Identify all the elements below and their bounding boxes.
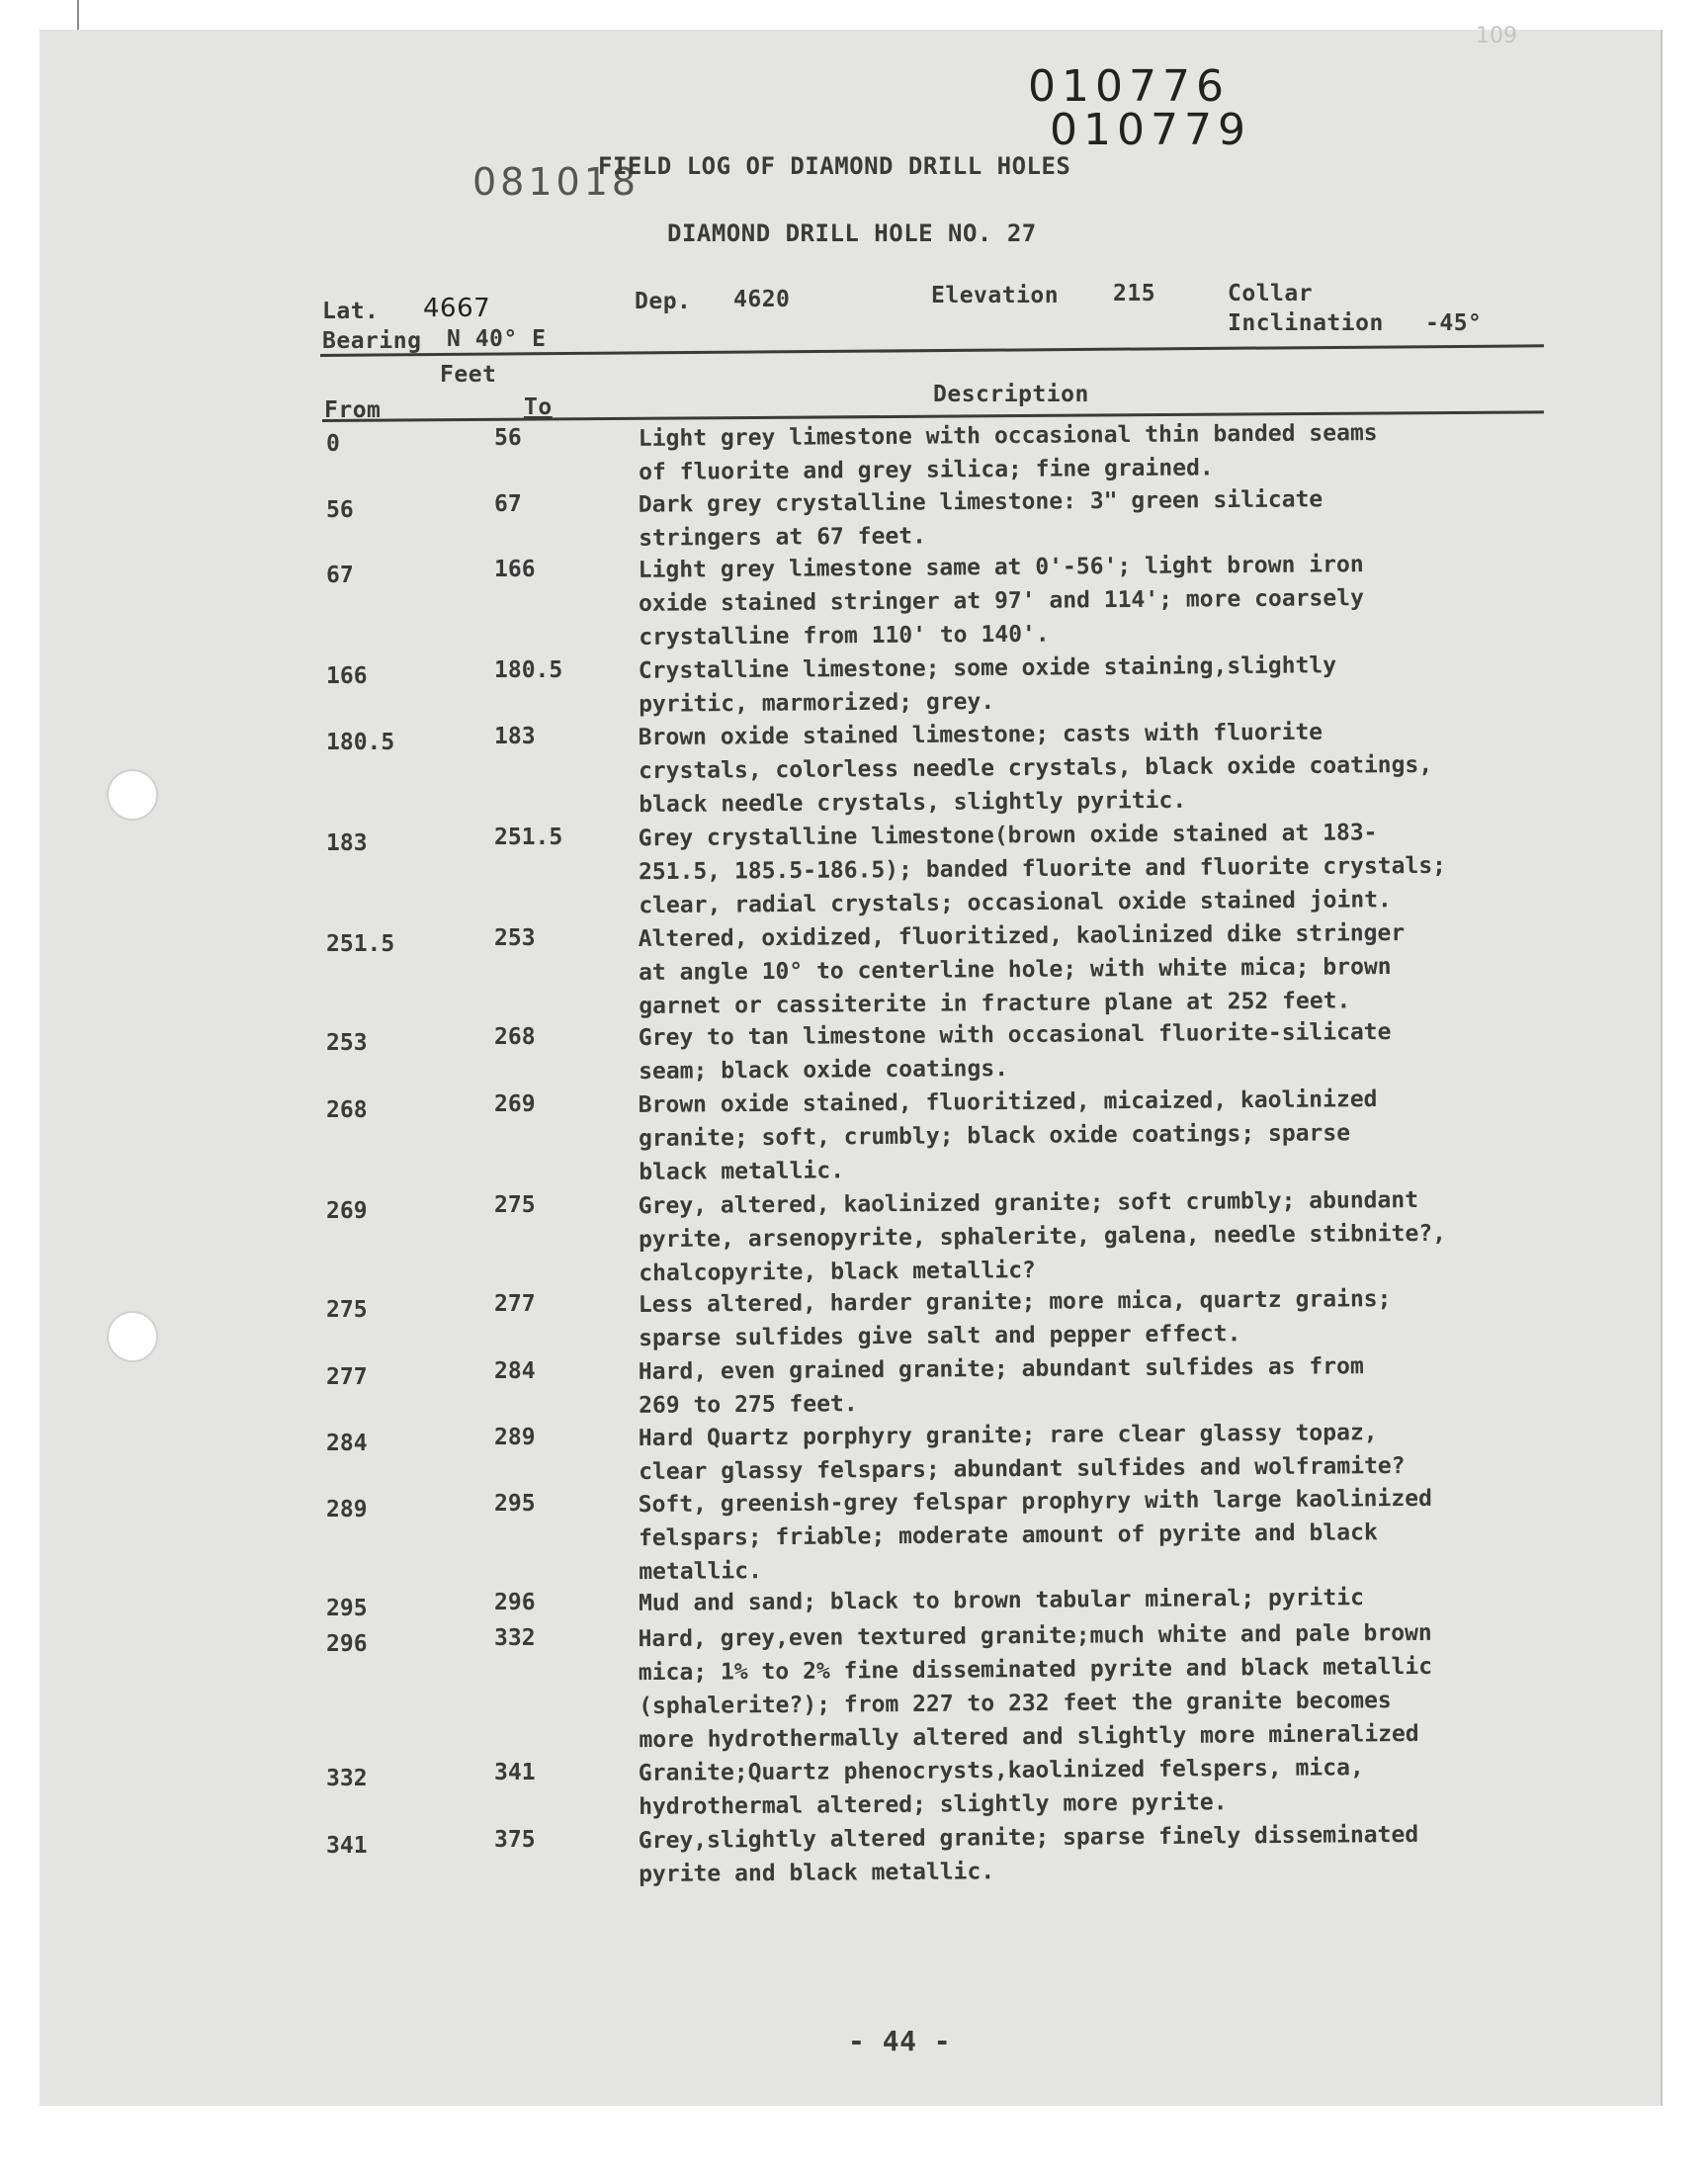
row-from-depth: 296 [326, 1631, 368, 1657]
row-to-depth: 295 [494, 1491, 536, 1517]
row-description [639, 1818, 1419, 1891]
row-from-depth: 289 [326, 1497, 368, 1522]
row-to-depth: 275 [494, 1192, 536, 1218]
description-line: felspars; friable; moderate amount of pyrite and black [638, 1520, 1378, 1552]
description-line: Crystalline limestone; some oxide staining,slightly [638, 652, 1337, 684]
row-to-depth: 284 [494, 1358, 536, 1384]
row-description [639, 715, 1433, 822]
row-from-depth: 341 [326, 1833, 368, 1859]
description-line: Soft, greenish-grey felspar prophyry with large kaolinized [638, 1485, 1432, 1519]
row-to-depth: 277 [494, 1291, 536, 1317]
description-line: pyrite, arsenopyrite, sphalerite, galena, needle stibnite?, [638, 1220, 1447, 1254]
row-from-depth: 166 [326, 663, 368, 689]
row-to-depth: 375 [494, 1827, 536, 1853]
punch-hole-top [107, 769, 158, 821]
description-line: hydrothermal altered; slightly more pyrite. [639, 1789, 1228, 1820]
row-from-depth: 284 [326, 1431, 368, 1456]
stamped-ref-number: 081018 [472, 160, 640, 204]
row-from-depth: 253 [326, 1030, 368, 1056]
description-line: (sphalerite?); from 227 to 232 feet the granite becomes [639, 1688, 1392, 1720]
elevation-label: Elevation [931, 283, 1060, 308]
to-column-header: To [524, 394, 553, 420]
description-line: black needle crystals, slightly pyritic. [639, 787, 1187, 819]
row-from-depth: 277 [326, 1364, 368, 1390]
elevation-value: 215 [1113, 281, 1156, 306]
row-to-depth: 253 [494, 925, 536, 951]
scan-edge-line [77, 0, 79, 30]
description-line: crystals, colorless needle crystals, black oxide coatings, [638, 751, 1433, 785]
row-description [639, 1183, 1447, 1290]
row-description [638, 1616, 1432, 1757]
description-line: Light grey limestone with occasional thin banded seams [638, 420, 1378, 452]
bearing-value: N 40° E [447, 326, 547, 352]
handwritten-ref-number: 010776 [1028, 61, 1230, 112]
row-to-depth: 67 [494, 491, 522, 517]
row-description [639, 1349, 1364, 1423]
description-line: sparse sulfides give salt and pepper effect. [639, 1321, 1241, 1351]
description-line: crystalline from 110' to 140'. [639, 621, 1050, 651]
row-to-depth: 289 [494, 1425, 536, 1450]
description-line: 269 to 275 feet. [639, 1391, 858, 1419]
dep-value: 4620 [733, 287, 791, 312]
row-to-depth: 268 [494, 1024, 536, 1050]
description-line: Grey crystalline limestone(brown oxide stained at 183- [638, 820, 1378, 852]
row-to-depth: 332 [494, 1625, 536, 1651]
row-from-depth: 180.5 [326, 730, 395, 755]
row-to-depth: 269 [494, 1091, 536, 1117]
description-line: Hard, grey,even textured granite;much white and pale brown [638, 1619, 1432, 1653]
row-description [639, 416, 1378, 489]
lat-value: 4667 [423, 294, 491, 323]
row-description [639, 1083, 1379, 1189]
description-line: black metallic. [639, 1158, 845, 1185]
description-line: 251.5, 185.5-186.5); banded fluorite and fluorite crystals; [638, 852, 1447, 886]
description-line: Granite;Quartz phenocrysts,kaolinized felspers, mica, [638, 1755, 1364, 1786]
description-line: more hydrothermally altered and slightly more mineralized [639, 1720, 1419, 1754]
description-line: Dark grey crystalline limestone: 3" green silicate [638, 486, 1324, 518]
row-description [639, 1015, 1392, 1088]
inclination-value: -45° [1425, 310, 1483, 336]
description-line: Less altered, harder granite; more mica, quartz grains; [638, 1286, 1392, 1318]
description-line: of fluorite and grey silica; fine grained. [639, 455, 1214, 485]
row-from-depth: 56 [326, 497, 354, 523]
collar-label: Collar [1228, 281, 1314, 306]
description-line: Brown oxide stained, fluoritized, micaized, kaolinized [638, 1087, 1378, 1118]
description-line: garnet or cassiterite in fracture plane at 252 feet. [639, 988, 1351, 1020]
row-from-depth: 0 [326, 431, 340, 457]
description-line: mica; 1% to 2% fine disseminated pyrite and black metallic [638, 1653, 1433, 1687]
description-line: Mud and sand; black to brown tabular mineral; pyritic [638, 1585, 1364, 1616]
dep-label: Dep. [635, 289, 692, 314]
row-to-depth: 56 [494, 425, 522, 451]
description-line: Grey to tan limestone with occasional fluorite-silicate [638, 1019, 1392, 1051]
row-to-depth: 166 [494, 557, 536, 582]
row-from-depth: 268 [326, 1097, 368, 1123]
feet-header: Feet [440, 362, 497, 388]
lat-label: Lat. [322, 299, 380, 324]
bearing-label: Bearing [322, 328, 422, 354]
description-line: Light grey limestone same at 0'-56'; light brown iron [638, 552, 1364, 583]
row-from-depth: 295 [326, 1596, 368, 1621]
row-to-depth: 183 [494, 724, 536, 749]
from-column-header: From [324, 397, 382, 423]
row-description [639, 916, 1406, 1023]
description-line: Grey,slightly altered granite; sparse finely disseminated [638, 1821, 1419, 1855]
row-description [639, 548, 1365, 654]
description-line: chalcopyrite, black metallic? [639, 1258, 1036, 1287]
row-to-depth: 296 [494, 1590, 536, 1615]
row-description [639, 1581, 1364, 1620]
description-line: Brown oxide stained limestone; casts with fluorite [638, 719, 1324, 751]
description-column-header: Description [933, 382, 1089, 407]
row-description [639, 1751, 1364, 1824]
handwritten-ref-number: 010779 [1050, 105, 1251, 155]
row-description [639, 1416, 1406, 1489]
description-line: Grey, altered, kaolinized granite; soft crumbly; abundant [638, 1187, 1419, 1220]
description-line: clear, radial crystals; occasional oxide stained joint. [639, 887, 1392, 919]
corner-page-number: 109 [1476, 24, 1517, 48]
inclination-label: Inclination [1228, 310, 1384, 336]
document-title: FIELD LOG OF DIAMOND DRILL HOLES [598, 152, 1071, 180]
description-line: stringers at 67 feet. [639, 523, 927, 552]
document-subtitle: DIAMOND DRILL HOLE NO. 27 [667, 219, 1037, 247]
description-line: metallic. [639, 1558, 763, 1586]
row-description [639, 482, 1324, 555]
row-from-depth: 67 [326, 563, 354, 588]
description-line: oxide stained stringer at 97' and 114'; more coarsely [638, 585, 1364, 617]
description-line: Altered, oxidized, fluoritized, kaolinized dike stringer [638, 919, 1406, 953]
row-from-depth: 269 [326, 1198, 368, 1224]
row-to-depth: 341 [494, 1760, 536, 1785]
punch-hole-bottom [107, 1311, 158, 1362]
description-line: Hard Quartz porphyry granite; rare clear glassy topaz, [638, 1420, 1378, 1452]
row-description [639, 1282, 1392, 1355]
row-from-depth: 275 [326, 1297, 368, 1323]
description-line: Hard, even grained granite; abundant sulfides as from [638, 1353, 1364, 1385]
description-line: granite; soft, crumbly; black oxide coatings; sparse [638, 1120, 1351, 1152]
description-line: seam; black oxide coatings. [639, 1056, 1009, 1085]
row-to-depth: 251.5 [494, 825, 563, 850]
row-from-depth: 183 [326, 830, 368, 856]
row-description [639, 1482, 1433, 1589]
page-number: - 44 - [848, 2025, 952, 2057]
description-line: pyrite and black metallic. [639, 1859, 995, 1888]
row-description [639, 816, 1447, 922]
row-from-depth: 251.5 [326, 931, 395, 957]
row-to-depth: 180.5 [494, 657, 563, 683]
description-line: pyritic, marmorized; grey. [639, 688, 995, 718]
row-from-depth: 332 [326, 1766, 368, 1791]
description-line: clear glassy felspars; abundant sulfides and wolframite? [639, 1452, 1406, 1486]
description-line: at angle 10° to centerline hole; with white mica; brown [638, 954, 1392, 987]
row-description [639, 649, 1337, 722]
